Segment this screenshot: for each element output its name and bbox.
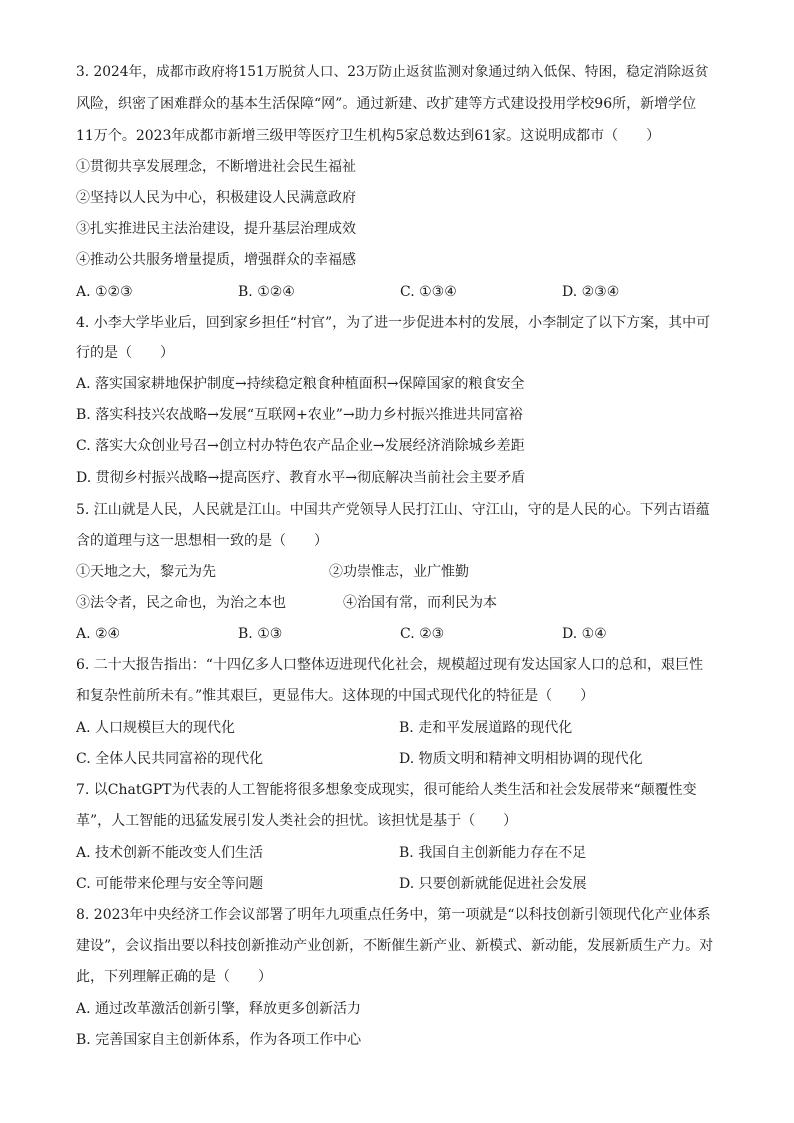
q4-option-a: A. 落实国家耕地保护制度→持续稳定粮食种植面积→保障国家的粮食安全: [76, 376, 525, 392]
q5-statement-3: ③法令者，民之命也，为治之本也: [76, 595, 286, 611]
q6-option-b: B. 走和平发展道路的现代化: [399, 720, 573, 736]
q5-option-b: B. ①③: [238, 626, 283, 642]
q3-option-b: B. ①②④: [238, 284, 295, 300]
q4-option-c: C. 落实大众创业号召→创立村办特色农产品企业→发展经济消除城乡差距: [76, 438, 525, 454]
q6-stem-line-1: 6. 二十大报告指出：“十四亿多人口整体迈进现代化社会，规模超过现有发达国家人口的总和，艰巨性: [76, 657, 703, 673]
q8-option-b: B. 完善国家自主创新体系，作为各项工作中心: [76, 1032, 362, 1048]
q5-stem-line-1: 5. 江山就是人民，人民就是江山。中国共产党领导人民打江山、守江山，守的是人民的心。下列古语蕴: [76, 502, 710, 518]
q8-option-a: A. 通过改革激活创新引擎，释放更多创新活力: [76, 1001, 362, 1017]
q7-option-b: B. 我国自主创新能力存在不足: [399, 845, 587, 861]
q8-stem-line-2: 建设”，会议指出要以科技创新推动产业创新，不断催生新产业、新模式、新动能，发展新质生产力。对: [76, 938, 714, 954]
q3-stem-line-1: 3. 2024年，成都市政府将151万脱贫人口、23万防止返贫监测对象通过纳入低保、特困，稳定消除返贫: [76, 64, 709, 80]
q5-statement-2: ②功崇惟志，业广惟勤: [329, 564, 469, 580]
q3-statement-2: ②坚持以人民为中心，积极建设人民满意政府: [76, 190, 356, 206]
q6-option-c: C. 全体人民共同富裕的现代化: [76, 751, 264, 767]
q6-option-d: D. 物质文明和精神文明相协调的现代化: [399, 751, 643, 767]
q6-stem-line-2: 和复杂性前所未有。”惟其艰巨，更显伟大。这体现的中国式现代化的特征是（ ）: [76, 688, 595, 704]
q7-option-a: A. 技术创新不能改变人们生活: [76, 845, 264, 861]
q4-stem-line-2: 行的是（ ）: [76, 345, 174, 361]
q3-statement-4: ④推动公共服务增量提质，增强群众的幸福感: [76, 252, 356, 268]
q3-option-c: C. ①③④: [400, 284, 457, 300]
q3-stem-line-3: 11万个。2023年成都市新增三级甲等医疗卫生机构5家总数达到61家。这说明成都市（ ）: [76, 128, 661, 144]
q7-option-c: C. 可能带来伦理与安全等问题: [76, 876, 264, 892]
q3-statement-3: ③扎实推进民主法治建设，提升基层治理成效: [76, 221, 356, 237]
q3-stem-line-2: 风险，织密了困难群众的基本生活保障“网”。通过新建、改扩建等方式建设投用学校96所，新增学位: [76, 96, 697, 112]
q5-option-c: C. ②③: [400, 626, 445, 642]
q3-option-a: A. ①②③: [76, 284, 133, 300]
q5-stem-line-2: 含的道理与这一思想相一致的是（ ）: [76, 533, 328, 549]
q7-stem-line-1: 7. 以ChatGPT为代表的人工智能将很多想象变成现实，很可能给人类生活和社会发展带来“颠覆性变: [76, 782, 697, 798]
q7-stem-line-2: 革”，人工智能的迅猛发展引发人类社会的担忧。该担忧是基于（ ）: [76, 813, 518, 829]
q5-statement-4: ④治国有常，而利民为本: [343, 595, 497, 611]
q7-option-d: D. 只要创新就能促进社会发展: [399, 876, 587, 892]
q6-option-a: A. 人口规模巨大的现代化: [76, 720, 236, 736]
q8-stem-line-1: 8. 2023年中央经济工作会议部署了明年九项重点任务中，第一项就是“以科技创新引领现代化产业体系: [76, 907, 711, 923]
q4-stem-line-1: 4. 小李大学毕业后，回到家乡担任“村官”，为了进一步促进本村的发展，小李制定了以下方案，其中可: [76, 315, 711, 331]
q4-option-d: D. 贯彻乡村振兴战略→提高医疗、教育水平→彻底解决当前社会主要矛盾: [76, 470, 526, 486]
q8-stem-line-3: 此，下列理解正确的是（ ）: [76, 969, 272, 985]
q5-option-d: D. ①④: [562, 626, 607, 642]
q3-option-d: D. ②③④: [562, 284, 620, 300]
q3-statement-1: ①贯彻共享发展理念，不断增进社会民生福祉: [76, 159, 356, 175]
q5-statement-1: ①天地之大，黎元为先: [76, 564, 216, 580]
q5-option-a: A. ②④: [76, 626, 121, 642]
q4-option-b: B. 落实科技兴农战略→发展“互联网+农业”→助力乡村振兴推进共同富裕: [76, 407, 523, 423]
